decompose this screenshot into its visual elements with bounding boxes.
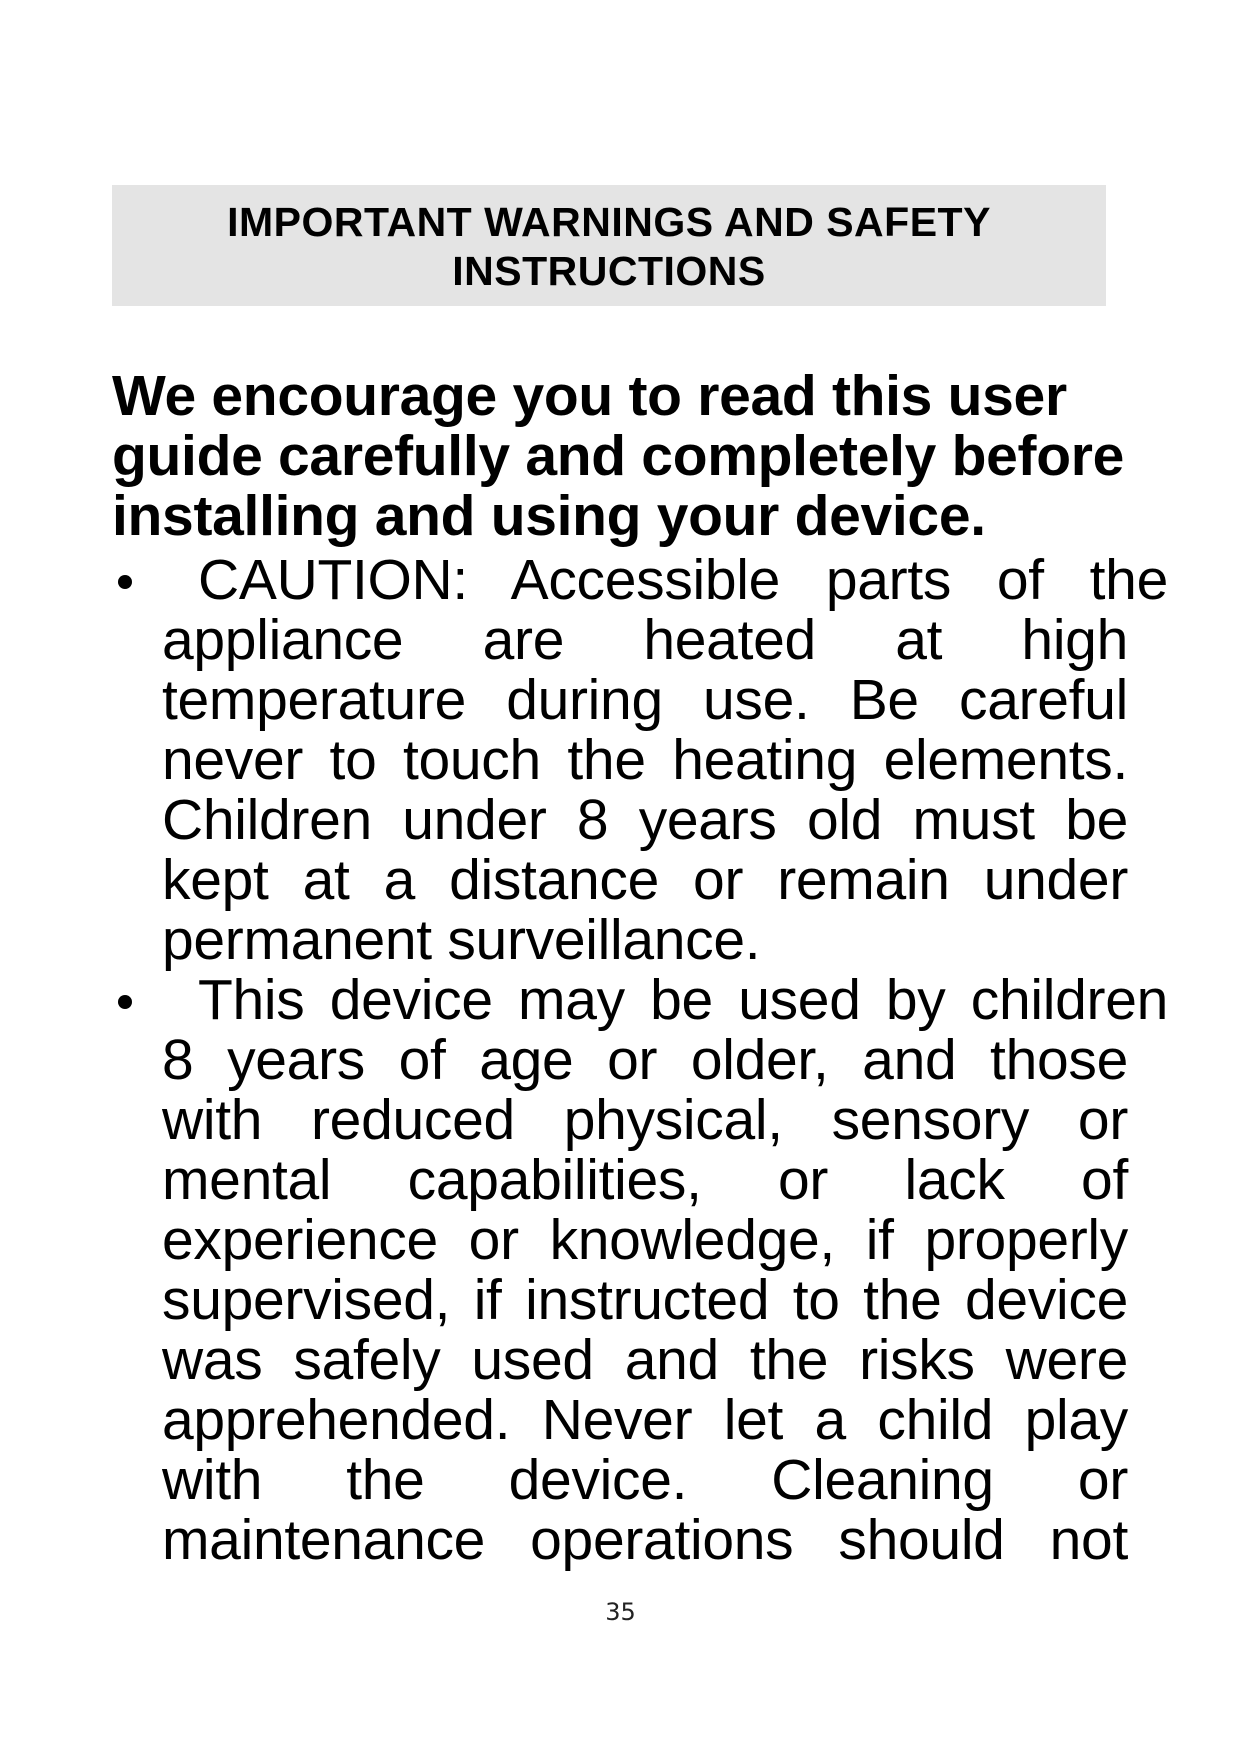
warning-line: 8 years of age or older, and those (162, 1028, 1128, 1092)
section-header-line: IMPORTANT WARNINGS AND SAFETY (227, 199, 991, 245)
warning-line: apprehended. Never let a child play (162, 1388, 1128, 1452)
warning-line: appliance are heated at high (162, 608, 1128, 672)
warning-line: temperature during use. Be careful (162, 668, 1128, 732)
warning-line: experience or knowledge, if properly (162, 1208, 1128, 1272)
intro-paragraph (112, 366, 1132, 546)
warning-item-caution (112, 550, 1192, 970)
bullet-icon (118, 995, 132, 1009)
warning-line: supervised, if instructed to the device (162, 1268, 1128, 1332)
warning-line: Children under 8 years old must be (162, 788, 1128, 852)
warning-line: mental capabilities, or lack of (162, 1148, 1128, 1212)
warning-line: with reduced physical, sensory or (162, 1088, 1128, 1152)
intro-line: installing and using your device. (112, 484, 986, 548)
warning-line: This device may be used by children (198, 968, 1168, 1032)
intro-line: guide carefully and completely before (112, 424, 1125, 488)
warning-line: permanent surveillance. (162, 908, 761, 972)
bullet-icon (118, 575, 132, 589)
warning-line: kept at a distance or remain under (162, 848, 1128, 912)
warning-item-children (112, 970, 1192, 1570)
warning-line: was safely used and the risks were (162, 1328, 1128, 1392)
section-header-line: INSTRUCTIONS (452, 248, 766, 294)
warning-line: with the device. Cleaning or (162, 1448, 1128, 1512)
warning-line: never to touch the heating elements. (162, 728, 1128, 792)
warning-line: CAUTION: Accessible parts of the (198, 548, 1168, 612)
intro-line: We encourage you to read this user (112, 364, 1067, 428)
page-number: 35 (605, 1598, 636, 1626)
warning-line: maintenance operations should not (162, 1508, 1128, 1572)
warning-list (112, 550, 1172, 1570)
section-header-box (112, 185, 1106, 306)
